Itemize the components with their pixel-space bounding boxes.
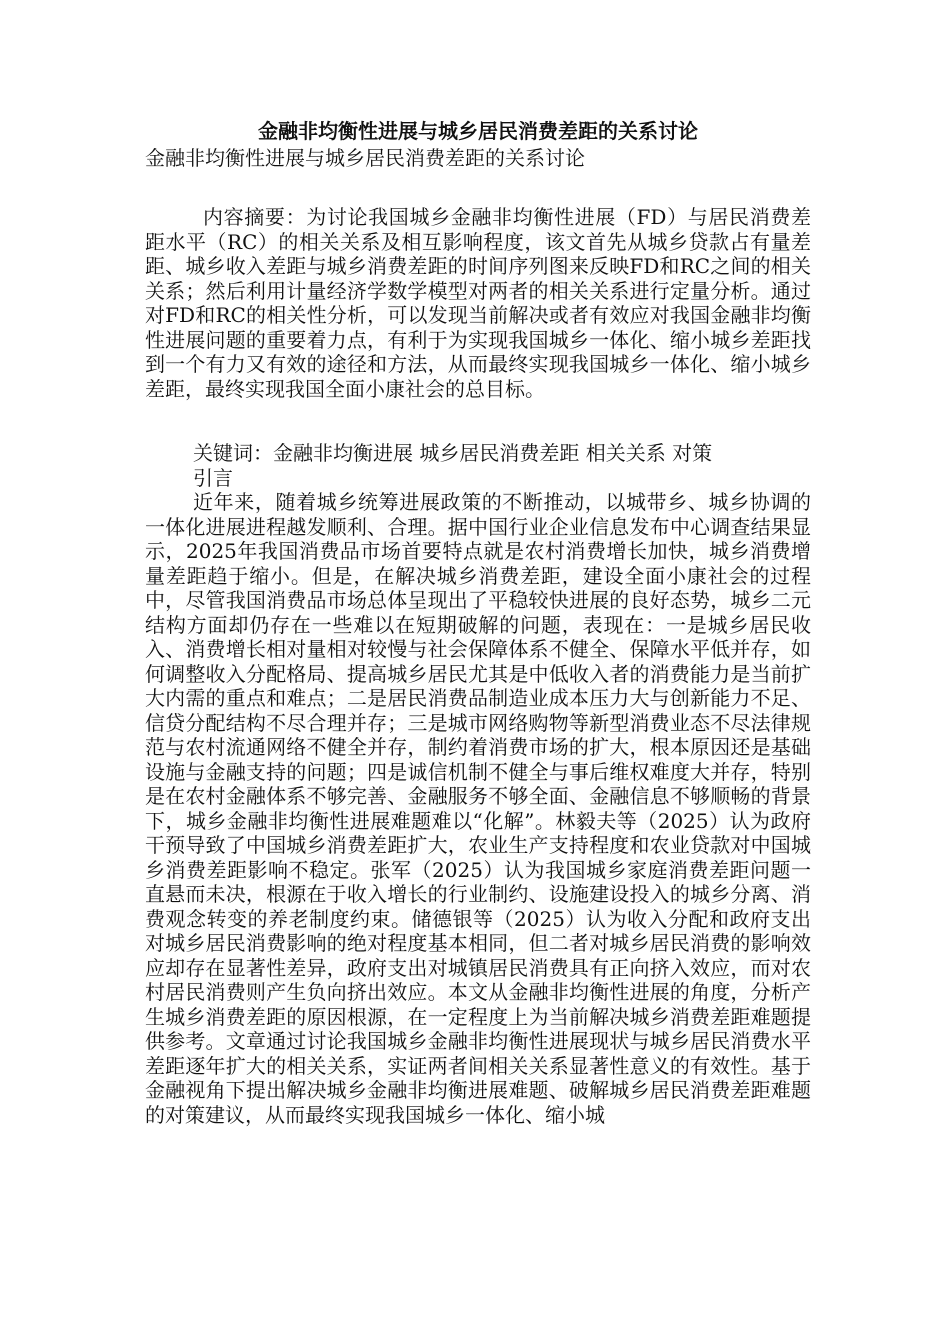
keywords-line: 关键词：金融非均衡进展 城乡居民消费差距 相关关系 对策 [193, 441, 713, 465]
document-title: 金融非均衡性进展与城乡居民消费差距的关系讨论 [258, 119, 698, 143]
intro-heading: 引言 [193, 465, 233, 490]
abstract-paragraph: 内容摘要：为讨论我国城乡金融非均衡性进展（FD）与居民消费差距水平（RC）的相关关系及相互影响程度，该文首先从城乡贷款占有量差距、城乡收入差距与城乡消费差距的时间序列图来反映FD和RC之间的相关关系；然后利用计量经济学数学模型对两者的相关关系进行定量分析。通过对FD和RC的相关性分析，可以发现当前解决或者有效应对我国金融非均衡性进展问题的重要着力点，有利于为实现我国城乡一体化、缩小城乡差距找到一个有力又有效的途径和方法，从而最终实现我国城乡一体化、缩小城乡差距，最终实现我国全面小康社会的总目标。 [145, 205, 811, 401]
spacer [145, 401, 811, 441]
document-content [145, 117, 811, 1127]
spacer [145, 171, 811, 205]
document-subtitle: 金融非均衡性进展与城乡居民消费差距的关系讨论 [145, 146, 585, 170]
intro-paragraph: 近年来，随着城乡统筹进展政策的不断推动，以城带乡、城乡协调的一体化进展进程越发顺利、合理。据中国行业企业信息发布中心调查结果显示，2025年我国消费品市场首要特点就是农村消费增长加快，城乡消费增量差距趋于缩小。但是，在解决城乡消费差距，建设全面小康社会的过程中，尽管我国消费品市场总体呈现出了平稳较快进展的良好态势，城乡二元结构方面却仍存在一些难以在短期破解的问题，表现在：一是城乡居民收入、消费增长相对量相对较慢与社会保障体系不健全、保障水平低并存，如何调整收入分配格局、提高城乡居民尤其是中低收入者的消费能力是当前扩大内需的重点和难点；二是居民消费品制造业成本压力大与创新能力不足、信贷分配结构不尽合理并存；三是城市网络购物等新型消费业态不尽法律规范与农村流通网络不健全并存，制约着消费市场的扩大，根本原因还是基础设施与金融支持的问题；四是诚信机制不健全与事后维权难度大并存，特别是在农村金融体系不够完善、金融服务不够全面、金融信息不够顺畅的背景下，城乡金融非均衡性进展难题难以“化解”。林毅夫等（2025）认为政府干预导致了中国城乡消费差距扩大，农业生产支持程度和农业贷款对中国城乡消费差距影响不稳定。张军（2025）认为我国城乡家庭消费差距问题一直悬而未决，根源在于收入增长的行业制约、设施建设投入的城乡分离、消费观念转变的养老制度约束。储德银等（2025）认为收入分配和政府支出对城乡居民消费影响的绝对程度基本相同，但二者对城乡居民消费的影响效应却存在显著性差异，政府支出对城镇居民消费具有正向挤入效应，而对农村居民消费则产生负向挤出效应。本文从金融非均衡性进展的角度，分析产生城乡消费差距的原因根源，在一定程度上为当前解决城乡消费差距难题提供参考。文章通过讨论我国城乡金融非均衡性进展现状与城乡居民消费水平差距逐年扩大的相关关系，实证两者间相关关系显著性意义的有效性。基于金融视角下提出解决城乡金融非均衡进展难题、破解城乡居民消费差距难题的对策建议，从而最终实现我国城乡一体化、缩小城 [145, 490, 811, 1127]
